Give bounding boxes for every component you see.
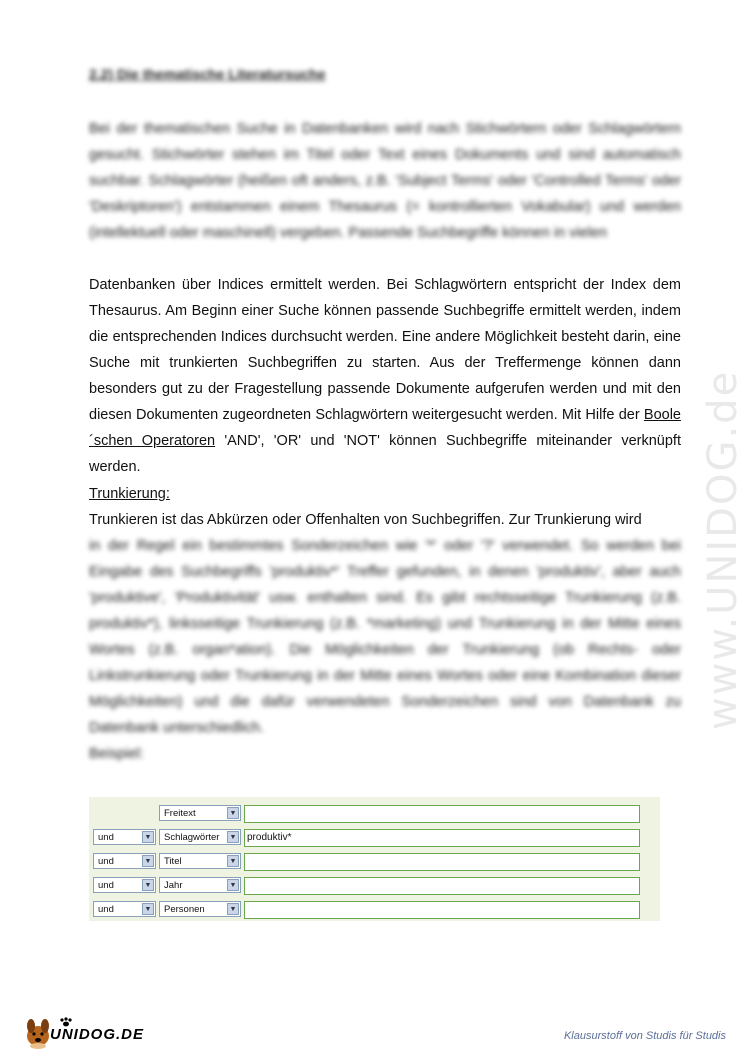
section-heading: 2.2) Die thematische Literatursuche xyxy=(89,66,326,82)
field-select[interactable] xyxy=(159,805,241,821)
field-select-value: Freitext xyxy=(164,808,196,819)
operator-select-value: und xyxy=(98,904,114,915)
trunkierung-subheading: Trunkierung: xyxy=(89,486,170,502)
field-select-value: Personen xyxy=(164,904,205,915)
main-paragraph-part1: Datenbanken über Indices ermittelt werden. Bei Schlagwörtern entspricht der Index dem Thesaurus. Am Beginn einer Suche können passende Suchbegriffe ermittelt werden, indem die entsprechenden Indices durchsucht werden. Eine andere Möglichkeit besteht darin, eine Suche mit trunkierten Suchbegriffen zu starten. Aus der Treffermenge können dann besonders gut zu der Fragestellung passende Dokumente aufgerufen werden und mit den diesen Dokumenten zugeordneten Schlagwörtern weitergesucht werden. Mit Hilfe der xyxy=(89,277,681,423)
blurred-intro-paragraph: Bei der thematischen Suche in Datenbanken wird nach Stichwörtern oder Schlagwörtern gesucht. Stichwörter stehen im Titel oder Text eines Dokuments und sind automatisch suchbar. Schlagwörter (heißen oft anders, z.B. 'Subject Terms' oder 'Controlled Terms' oder 'Deskriptoren') entstammen einem Thesaurus (= kontrollierten Vokabular) und werden (intellektuell oder maschinell) vergeben. Passende Suchbegriffe können in vielen xyxy=(89,121,681,241)
trunkierung-first-line: Trunkieren ist das Abkürzen oder Offenhalten von Suchbegriffen. Zur Trunkierung wird xyxy=(89,512,642,528)
field-select[interactable] xyxy=(159,877,241,893)
main-paragraph xyxy=(89,272,681,480)
search-term-input[interactable]: produktiv* xyxy=(244,829,640,847)
main-paragraph-part2: 'AND', 'OR' und 'NOT' können Suchbegriffe miteinander verknüpft werden. xyxy=(89,433,681,475)
field-select-value: Titel xyxy=(164,856,182,867)
chevron-down-icon: ▼ xyxy=(227,879,239,891)
footer-tagline: Klausurstoff von Studis für Studis xyxy=(563,1030,726,1042)
search-row xyxy=(89,829,660,847)
blurred-trunkierung-paragraph: in der Regel ein bestimmtes Sonderzeichen wie '*' oder '?' verwendet. So werden bei Eingabe des Suchbegriffs 'produktiv*' Treffer gefunden, in denen 'produktiv', aber auch 'produktive', 'Produktivität' usw. enthalten sind. Es gibt rechtsseitige Trunkierung (z.B. produktiv*), linksseitige Trunkierung (z.B. *marketing) und Trunkierung in der Mitte eines Wortes (z.B. organ*ation). Die Möglichkeiten der Trunkierung (ob Rechts- oder Linkstrunkierung oder Trunkierung in der Mitte eines Wortes oder eine Kombination dieser Möglichkeiten) und die dafür verwendeten Sonderzeichen sind von Datenbank zu Datenbank unterschiedlich. xyxy=(89,538,681,736)
chevron-down-icon: ▼ xyxy=(142,903,154,915)
search-row xyxy=(89,877,660,895)
operator-select-value: und xyxy=(98,856,114,867)
boolean-operators-link: Boole´schen Operatoren xyxy=(89,407,681,449)
operator-select[interactable] xyxy=(93,853,156,869)
operator-select[interactable] xyxy=(93,829,156,845)
watermark: www.UNIDOG.de xyxy=(700,369,746,730)
dog-icon xyxy=(27,1019,49,1049)
chevron-down-icon: ▼ xyxy=(227,831,239,843)
chevron-down-icon: ▼ xyxy=(227,903,239,915)
chevron-down-icon: ▼ xyxy=(142,855,154,867)
chevron-down-icon: ▼ xyxy=(142,831,154,843)
field-select[interactable] xyxy=(159,901,241,917)
operator-select[interactable] xyxy=(93,877,156,893)
search-term-input[interactable] xyxy=(244,805,640,823)
logo-text: UNIDOG.DE xyxy=(50,1026,145,1043)
search-term-input[interactable] xyxy=(244,877,640,895)
field-select-value: Schlagwörter xyxy=(164,832,220,843)
operator-select-value: und xyxy=(98,832,114,843)
chevron-down-icon: ▼ xyxy=(142,879,154,891)
search-row xyxy=(89,805,660,823)
field-select[interactable] xyxy=(159,829,241,845)
operator-select-value: und xyxy=(98,880,114,891)
search-form-example xyxy=(89,797,660,921)
field-select[interactable] xyxy=(159,853,241,869)
search-row xyxy=(89,901,660,919)
search-row xyxy=(89,853,660,871)
search-term-input[interactable] xyxy=(244,853,640,871)
chevron-down-icon: ▼ xyxy=(227,807,239,819)
operator-select[interactable] xyxy=(93,901,156,917)
blurred-beispiel-label: Beispiel: xyxy=(89,746,144,762)
chevron-down-icon: ▼ xyxy=(227,855,239,867)
search-term-input[interactable] xyxy=(244,901,640,919)
field-select-value: Jahr xyxy=(164,880,183,891)
